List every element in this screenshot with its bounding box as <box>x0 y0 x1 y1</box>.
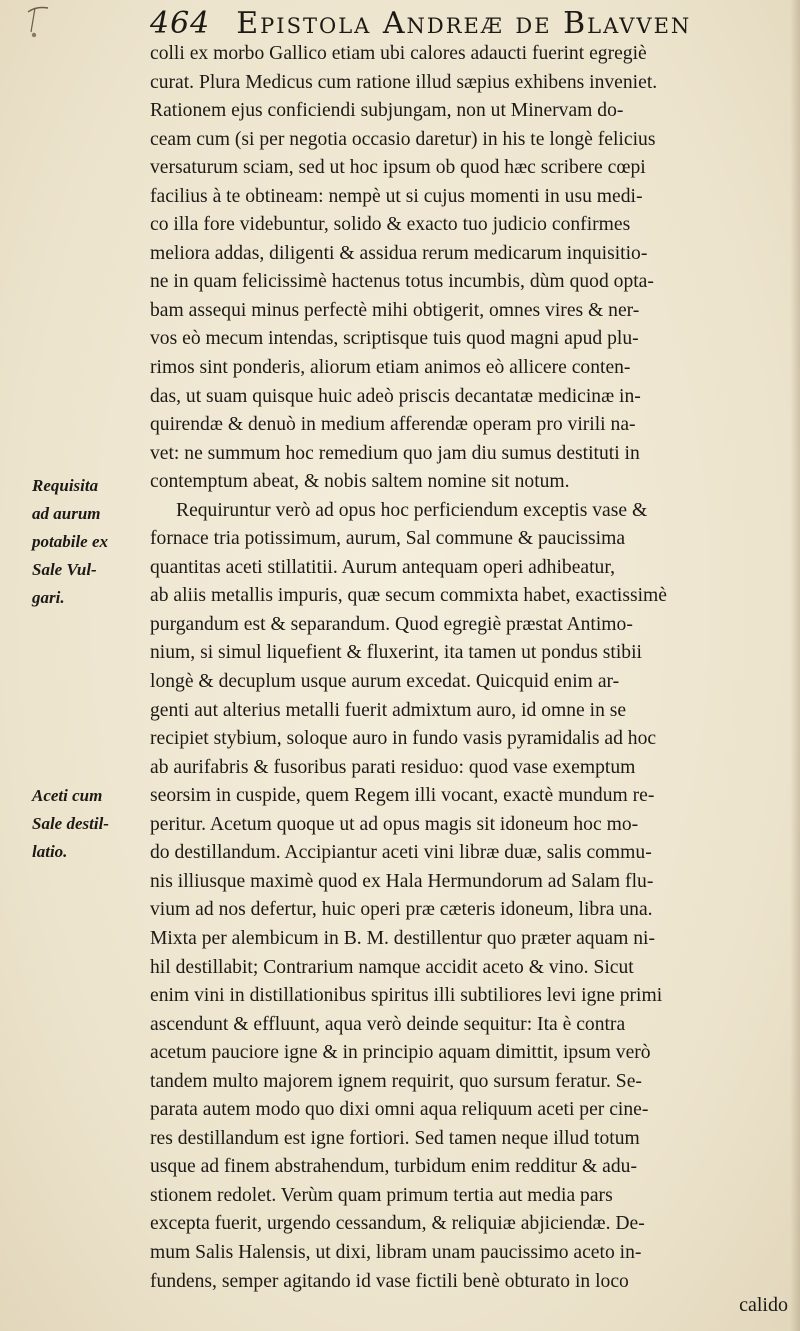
text-line: nium, si simul liquefient & fluxerint, ita tamen ut pondus stibii <box>150 642 642 664</box>
text-line: stionem redolet. Verùm quam primum tertia aut media pars <box>150 1184 613 1206</box>
text-line: res destillandum est igne fortiori. Sed tamen neque illud totum <box>150 1127 640 1149</box>
margin-note-line: Sale Vul- <box>32 560 97 579</box>
text-line: contemptum abeat, & nobis saltem nomine sit notum. <box>150 471 570 493</box>
text-line: genti aut alterius metalli fuerit admixtum auro, id omne in se <box>150 699 627 721</box>
text-line: peritur. Acetum quoque ut ad opus magis sit idoneum hoc mo- <box>150 813 639 835</box>
text-line: acetum pauciore igne & in principio aquam dimittit, ipsum verò <box>150 1042 651 1064</box>
text-line: vos eò mecum intendas, scriptisque tuis quod magni apud plu- <box>150 328 639 350</box>
body-text <box>150 40 790 1296</box>
text-line: quantitas aceti stillatitii. Aurum antequam operi adhibeatur, <box>150 556 615 578</box>
text-line: Requiruntur verò ad opus hoc perficiendum exceptis vase & <box>176 499 648 521</box>
text-line: excepta fuerit, urgendo cessandum, & reliquiæ abjiciendæ. De- <box>150 1213 645 1235</box>
text-line: purgandum est & separandum. Quod egregiè præstat Antimo- <box>150 613 633 635</box>
margin-note-line: Requisita <box>32 476 99 495</box>
text-line: meliora addas, diligenti & assidua rerum medicarum inquisitio- <box>150 242 648 264</box>
margin-note-line: Sale destil- <box>32 814 109 833</box>
running-title: Epistola Andreæ de Blavven <box>236 6 692 41</box>
text-line: hil destillabit; Contrarium namque accidit aceto & vino. Sicut <box>150 956 634 978</box>
text-line: mum Salis Halensis, ut dixi, libram unam paucissimo aceto in- <box>150 1241 642 1263</box>
text-line: Mixta per alembicum in B. M. destillentur quo præter aquam ni- <box>150 927 655 949</box>
text-line: ab aurifabris & fusoribus parati residuo: quod vase exemptum <box>150 756 636 778</box>
text-line: curat. Plura Medicus cum ratione illud sæpius exhibens inveniet. <box>150 71 658 93</box>
text-line: usque ad finem abstrahendum, turbidum enim redditur & adu- <box>150 1156 638 1178</box>
text-line: do destillandum. Accipiantur aceti vini libræ duæ, salis commu- <box>150 842 652 864</box>
text-line: colli ex morbo Gallico etiam ubi calores adaucti fuerint egregiè <box>150 43 647 64</box>
text-line: ne in quam felicissimè hactenus totus incumbis, dùm quod opta- <box>150 271 654 293</box>
margin-note-aceti <box>32 782 150 866</box>
text-line: vium ad nos defertur, huic operi præ cæteris idoneum, libra una. <box>150 899 653 921</box>
text-line: longè & decuplum usque aurum excedat. Quicquid enim ar- <box>150 671 620 693</box>
text-line: Rationem ejus conficiendi subjungam, non ut Minervam do- <box>150 100 624 122</box>
margin-note-line: potabile ex <box>32 532 109 551</box>
text-line: quirendæ & denuò in medium afferendæ operam pro virili na- <box>150 414 636 436</box>
margin-note-line: ad aurum <box>32 504 101 523</box>
text-line: ceam cum (si per negotia occasio daretur) in his te longè felicius <box>150 128 656 150</box>
text-line: fornace tria potissimum, aurum, Sal commune & paucissima <box>150 528 626 550</box>
text-line: rimos sint ponderis, aliorum etiam animos eò allicere conten- <box>150 357 631 379</box>
text-line: enim vini in distillationibus spiritus illi subtiliores levi igne primi <box>150 985 663 1007</box>
text-line: fundens, semper agitando id vase fictili benè obturato in loco <box>150 1270 629 1292</box>
catchword: calido <box>739 1294 788 1316</box>
page-number: 464 <box>150 6 211 41</box>
text-line: nis illiusque maximè quod ex Hala Hermundorum ad Salam flu- <box>150 870 654 892</box>
text-line: ascendunt & effluunt, aqua verò deinde sequitur: Ita è contra <box>150 1013 626 1035</box>
text-line: das, ut suam quisque huic adeò priscis decantatæ medicinæ in- <box>150 385 641 407</box>
text-line: tandem multo majorem ignem requirit, quo sursum feratur. Se- <box>150 1070 642 1092</box>
margin-note-line: gari. <box>32 588 65 607</box>
text-line: facilius à te obtineam: nempè ut si cujus momenti in usu medi- <box>150 185 643 207</box>
margin-note-line: Aceti cum <box>32 786 103 805</box>
text-line: bam assequi minus perfectè mihi obtigerit, omnes vires & ner- <box>150 299 640 321</box>
text-line: parata autem modo quo dixi omni aqua reliquum aceti per cine- <box>150 1099 649 1121</box>
text-line: recipiet stybium, soloque auro in fundo vasis pyramidalis ad hoc <box>150 728 657 750</box>
ink-mark-icon <box>26 4 52 38</box>
margin-note-requisita <box>32 472 150 612</box>
text-line: seorsim in cuspide, quem Regem illi vocant, exactè mundum re- <box>150 785 655 807</box>
margin-note-line: latio. <box>32 842 68 861</box>
page-edge-shadow <box>790 0 800 1331</box>
text-line: vet: ne summum hoc remedium quo jam diu sumus destituti in <box>150 442 640 464</box>
text-line: versaturum sciam, sed ut hoc ipsum ob quod hæc scribere cœpi <box>150 157 646 179</box>
text-line: co illa fore videbuntur, solido & exacto tuo judicio confirmes <box>150 214 631 236</box>
text-line: ab aliis metallis impuris, quæ secum commixta habet, exactissimè <box>150 585 667 607</box>
